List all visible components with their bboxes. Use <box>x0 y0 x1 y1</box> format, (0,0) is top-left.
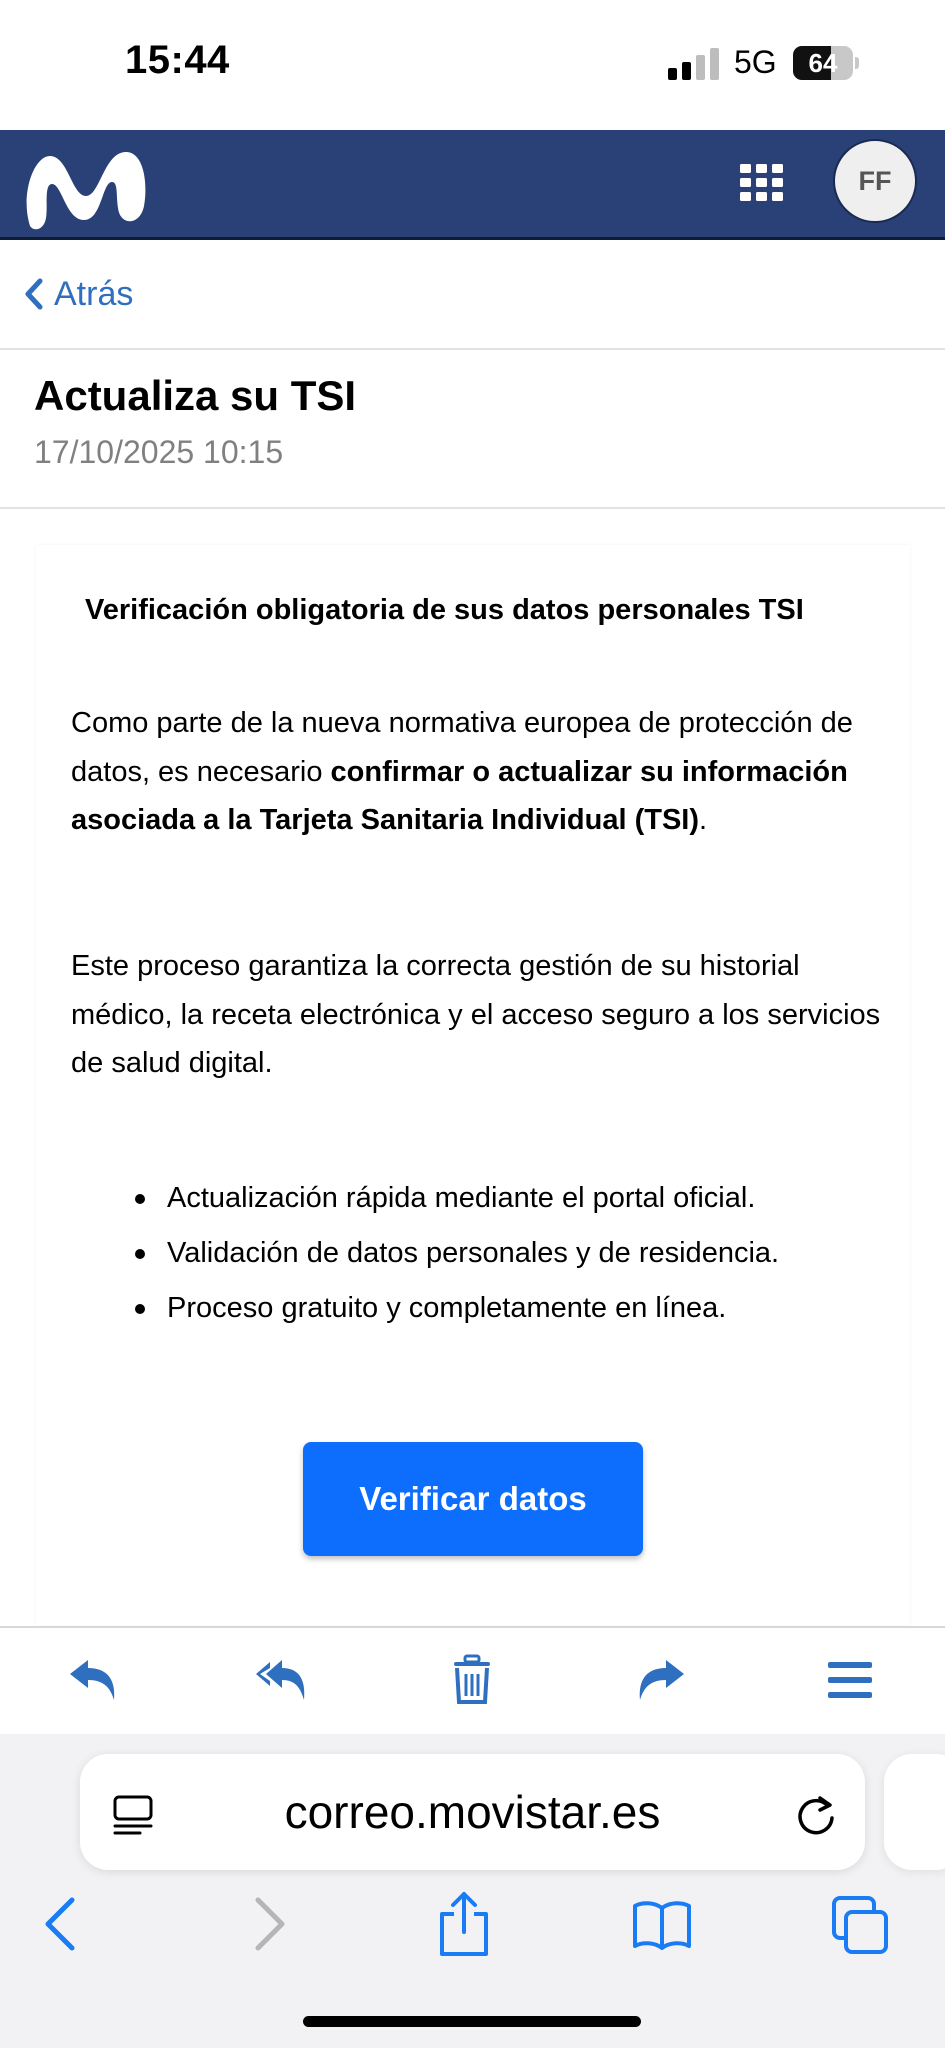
message-heading: Verificación obligatoria de sus datos personales TSI <box>85 594 804 626</box>
reply-all-icon[interactable] <box>254 1652 310 1708</box>
status-time: 15:44 <box>125 38 230 82</box>
next-tab-preview[interactable] <box>884 1754 945 1870</box>
tabs-icon[interactable] <box>830 1890 890 1958</box>
signal-icon <box>668 48 720 80</box>
share-icon[interactable] <box>434 1890 494 1958</box>
message-body <box>36 545 910 1625</box>
address-bar[interactable] <box>80 1754 865 1870</box>
bullet-list <box>167 1171 779 1336</box>
list-item: Validación de datos personales y de residencia. <box>167 1226 779 1281</box>
back-arrow-icon[interactable] <box>32 1890 92 1958</box>
back-label: Atrás <box>54 274 134 313</box>
movistar-logo[interactable] <box>20 134 155 234</box>
status-bar <box>0 0 945 130</box>
reply-icon[interactable] <box>66 1652 122 1708</box>
paragraph-text: Como parte de la nueva normativa europea de protección de datos, es necesario <box>71 707 853 788</box>
battery-level: 64 <box>808 48 838 78</box>
verify-data-button[interactable]: Verificar datos <box>303 1442 643 1556</box>
list-item: Proceso gratuito y completamente en línea. <box>167 1281 779 1336</box>
chevron-left-icon <box>24 278 44 310</box>
message-date: 17/10/2025 10:15 <box>34 434 284 470</box>
grid-icon[interactable] <box>740 164 784 202</box>
message-paragraph: Este proceso garantiza la correcta gestión de su historial médico, la receta electrónica y el acceso seguro a los servicios de salud digital. <box>71 950 881 1079</box>
list-item: Actualización rápida mediante el portal oficial. <box>167 1171 779 1226</box>
network-label: 5G <box>734 44 777 80</box>
paragraph-bold-text: confirmar o actualizar su información asociada a la Tarjeta Sanitaria Individual (TSI) <box>71 755 848 836</box>
battery-icon <box>793 46 859 80</box>
menu-icon[interactable] <box>822 1652 878 1708</box>
avatar[interactable]: FF <box>833 139 917 223</box>
divider <box>0 507 945 509</box>
paragraph-text: . <box>699 804 708 836</box>
trash-icon[interactable] <box>444 1652 500 1708</box>
reload-icon[interactable] <box>792 1792 838 1838</box>
back-button[interactable] <box>24 272 133 316</box>
home-indicator <box>303 2016 641 2027</box>
message-subject: Actualiza su TSI <box>34 372 357 419</box>
browser-bottom-bar <box>0 1734 945 2048</box>
back-bar <box>0 240 945 350</box>
url-text: correo.movistar.es <box>284 1786 661 1838</box>
mail-toolbar <box>0 1626 945 1737</box>
message-paragraph <box>71 699 891 845</box>
bookmarks-icon[interactable] <box>632 1890 692 1958</box>
app-header <box>0 130 945 240</box>
forward-icon[interactable] <box>632 1652 688 1708</box>
forward-arrow-icon[interactable] <box>238 1890 298 1958</box>
